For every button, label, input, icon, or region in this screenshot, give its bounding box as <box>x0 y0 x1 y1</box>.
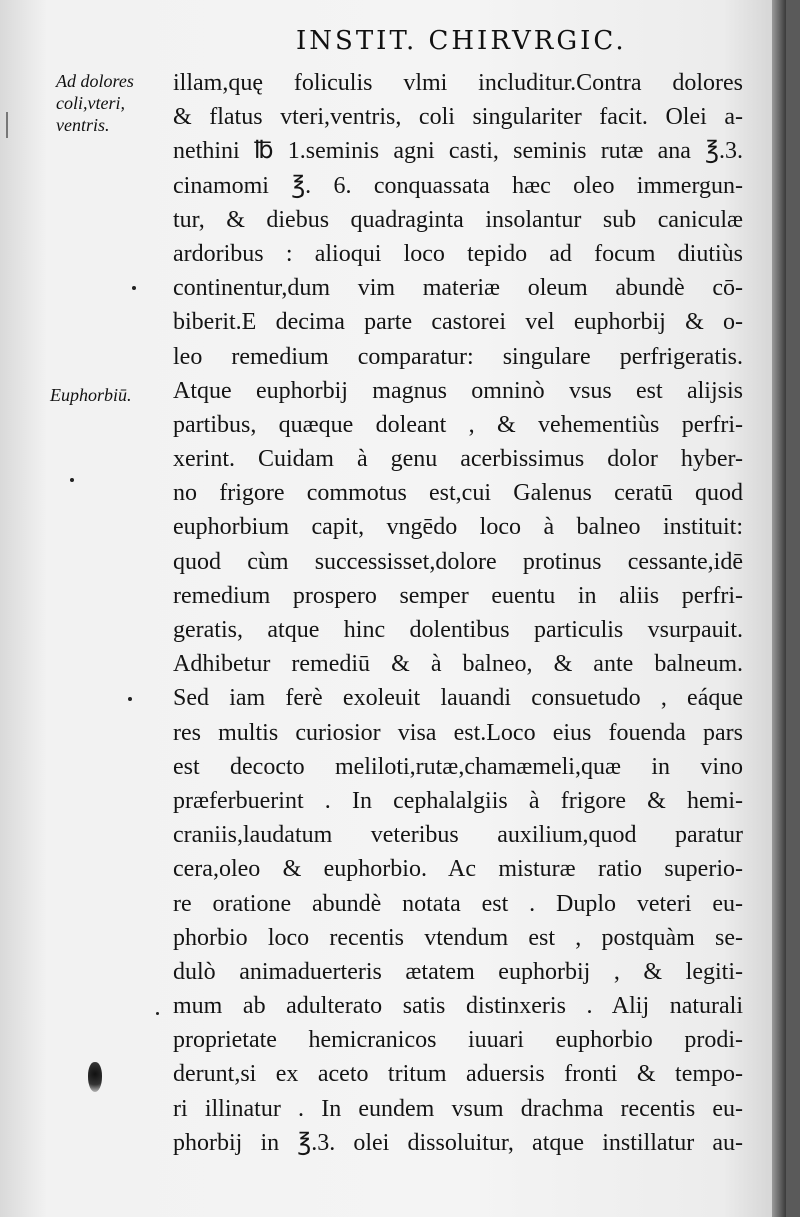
text-line: continentur,dum vim materiæ oleum abundè cō- <box>173 275 743 302</box>
text-line: euphorbium capit, vngēdo loco à balneo instituit: <box>173 514 743 541</box>
page-edge-mark <box>6 112 8 138</box>
text-line: xerint. Cuidam à genu acerbissimus dolor hyber- <box>173 446 743 473</box>
marginal-note-line: ventris. <box>56 115 110 135</box>
text-line: no frigore commotus est,cui Galenus ceratū quod <box>173 480 743 507</box>
ink-speck <box>132 286 136 290</box>
text-line: quod cùm successisset,dolore protinus cessante,idē <box>173 548 743 575</box>
marginal-note-line: Ad dolores <box>56 71 134 91</box>
ink-speck <box>156 1012 159 1015</box>
text-line: tur, & diebus quadraginta insolantur sub caniculæ <box>173 206 743 233</box>
page-edge-shadow <box>772 0 786 1217</box>
text-line: illam,quę foliculis vlmi includitur.Contra dolores <box>173 70 743 96</box>
text-line: & flatus vteri,ventris, coli singulariter facit. Olei a- <box>173 104 743 131</box>
text-line: ardoribus : alioqui loco tepido ad focum diutiùs <box>173 240 743 267</box>
text-line: Atque euphorbij magnus omninò vsus est alijsis <box>173 377 743 404</box>
ink-speck <box>128 697 132 701</box>
text-line: Adhibetur remediū & à balneo, & ante balneum. <box>173 651 743 678</box>
text-line: mum ab adulterato satis distinxeris . Alij naturali <box>173 993 743 1020</box>
text-line: Sed iam ferè exoleuit lauandi consuetudo , eáque <box>173 685 743 712</box>
marginal-note-dolores <box>56 70 134 136</box>
text-line: geratis, atque hinc dolentibus particulis vsurpauit. <box>173 617 743 643</box>
ink-speck <box>70 478 74 482</box>
text-line: ri illinatur . In eundem vsum drachma recentis eu- <box>173 1095 743 1122</box>
text-line: nethini ℔ 1.seminis agni casti, seminis rutæ ana ℥.3. <box>173 138 743 165</box>
text-line: præferbuerint . In cephalalgiis à frigore & hemi- <box>173 787 743 814</box>
text-line: proprietate hemicranicos iuuari euphorbio prodi- <box>173 1027 743 1054</box>
marginal-note-line: Euphorbiū. <box>50 385 132 405</box>
marginal-note-line: coli,vteri, <box>56 93 125 113</box>
text-line: cinamomi ℥. 6. conquassata hæc oleo immergun- <box>173 172 743 199</box>
text-line: partibus, quæque doleant , & vehementiùs perfri- <box>173 411 743 438</box>
body-text <box>173 66 743 1160</box>
text-line: cera,oleo & euphorbio. Ac misturæ ratio superio- <box>173 856 743 883</box>
text-line: phorbio loco recentis vtendum est , postquàm se- <box>173 924 743 951</box>
marginal-note-euphorbium <box>50 384 132 406</box>
text-line: derunt,si ex aceto tritum aduersis fronti & tempo- <box>173 1061 743 1088</box>
running-head: INSTIT. CHIRVRGIC. <box>296 26 627 56</box>
text-line: est decocto meliloti,rutæ,chamæmeli,quæ in vino <box>173 753 743 780</box>
text-line: remedium prospero semper euentu in aliis perfri- <box>173 582 743 609</box>
text-line: craniis,laudatum veteribus auxilium,quod paratur <box>173 822 743 849</box>
text-line: leo remedium comparatur: singulare perfrigeratis. <box>173 343 743 370</box>
text-line: re oratione abundè notata est . Duplo veteri eu- <box>173 890 743 917</box>
text-line: phorbij in ℥.3. olei dissoluitur, atque instillatur au- <box>173 1129 743 1156</box>
text-line: biberit.E decima parte castorei vel euphorbij & o- <box>173 309 743 336</box>
ink-blot <box>88 1062 102 1092</box>
text-line: res multis curiosior visa est.Loco eius fouenda pars <box>173 719 743 746</box>
text-line: dulò animaduerteris ætatem euphorbij , & legiti- <box>173 958 743 985</box>
